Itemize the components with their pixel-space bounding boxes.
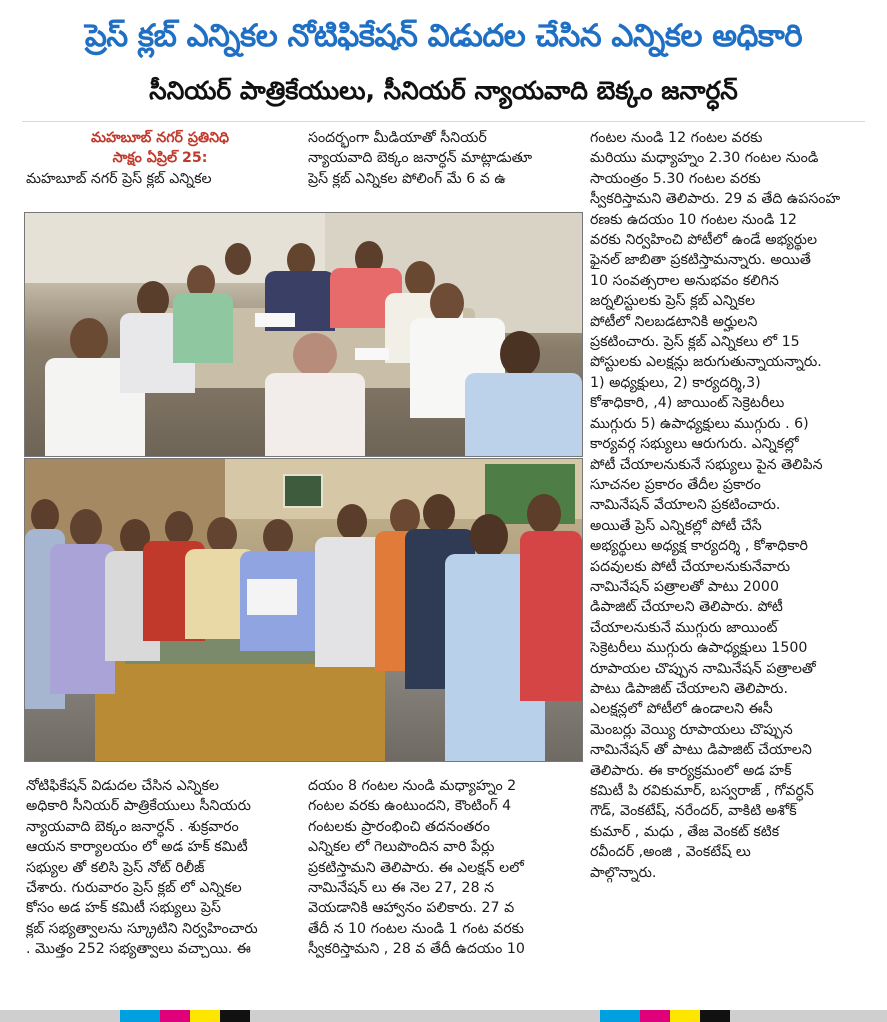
yellow-swatch [670, 1010, 700, 1022]
text-line: నామినేషన్ తో పాటు డిపాజిట్ చేయాలని [590, 742, 812, 759]
text-line: రణకు ఉదయం 10 గంటల నుండి 12 [590, 211, 797, 228]
text-line: ప్రకటిస్తామని తెలిపారు. ఈ ఎలక్షన్ లలో [308, 859, 524, 876]
magenta-swatch [640, 1010, 670, 1022]
yellow-swatch [190, 1010, 220, 1022]
text-line: కుమార్ , మధు , తేజ వెంకట్ కటిక [590, 823, 780, 840]
text-line: సెక్రెటరీలు ముగ్గురు ఉపాధ్యక్షులు 1500 [590, 640, 808, 657]
magenta-swatch [160, 1010, 190, 1022]
text-line: ఎలక్షన్లలో పోటీలో ఉండాలని ఈసీ [590, 701, 773, 718]
column-2-bottom [308, 776, 582, 960]
dateline-date: సాక్షం ఏప్రిల్ 25: [112, 150, 208, 167]
text-line: క్లబ్ సభ్యత్వాలను స్క్రూటిని నిర్వహించారు [26, 920, 258, 937]
text-line: కోసం అడ హక్ కమిటీ సభ్యులు ప్రెస్ [26, 900, 221, 917]
text-line: సభ్యుల తో కలిసి ప్రెస్ నోట్ రిలీజ్ [26, 859, 205, 876]
text-line: కార్యవర్గ సభ్యులు ఆరుగురు. ఎన్నికల్లో [590, 436, 799, 453]
text-line: పోటీలో నిలబడటానికి అర్హులని [590, 313, 758, 330]
headline: ప్రెస్ క్లబ్ ఎన్నికల నోటిఫికేషన్ విడుదల చేసిన ఎన్నికల అధికారి [84, 18, 803, 54]
text-line: రూపాయల చొప్పున నామినేషన్ పత్రాలతో [590, 660, 816, 677]
text-line: చేశారు. గురువారం ప్రెస్ క్లబ్ లో ఎన్నికల [26, 880, 242, 897]
column-3 [590, 128, 880, 998]
text-line: ఫైనల్ జాబితా ప్రకటిస్తామన్నారు. అయితే [590, 252, 811, 269]
text-line: స్వీకరిస్తామని తెలిపారు. 29 వ తేది ఉపసంహ [590, 191, 841, 208]
text-line: 1) అధ్యక్షులు, 2) కార్యదర్శి,3) [590, 374, 761, 391]
text-line: పాల్గొన్నారు. [590, 864, 657, 881]
header-rule [22, 121, 865, 122]
text-line: న్యాయవాది బెక్కం జనార్ధన్ మాట్లాడుతూ [308, 150, 533, 167]
column-1-bottom [26, 776, 298, 960]
black-swatch [220, 1010, 250, 1022]
meeting-photo [24, 212, 583, 457]
text-line: గంటలకు ప్రారంభించి తదనంతరం [308, 818, 490, 835]
text-line: తేదీ న 10 గంటల నుండి 1 గంట వరకు [308, 920, 524, 937]
text-line: అధికారి సీనియర్ పాత్రికేయులు సీనియరు [26, 798, 251, 815]
text-line: . మొత్తం 252 సభ్యత్వాలు వచ్చాయి. ఈ [26, 941, 251, 958]
text-line: డిపాజిట్ చేయాలని తెలిపారు. పోటీ [590, 599, 783, 616]
text-line: నామినేషన్ పత్రాలతో పాటు 2000 [590, 578, 779, 595]
cyan-swatch [600, 1010, 640, 1022]
text-line: అయితే ప్రెస్ ఎన్నికల్లో పోటీ చేసే [590, 517, 762, 534]
column-1-top [26, 128, 294, 189]
text-line: చేయాలనుకునే ముగ్గురు జాయింట్ [590, 619, 778, 636]
text-line: వరకు నిర్వహించి పోటీలో ఉండే అభ్యర్థుల [590, 232, 818, 249]
text-line: మరియు మధ్యాహ్నం 2.30 గంటల నుండి [590, 150, 819, 167]
group-photo [24, 458, 583, 762]
text-line: ఎన్నికల లో గెలుపొందిన వారి పేర్లు [308, 839, 495, 856]
text-line: ముగ్గురు 5) ఉపాధ్యక్షులు ముగ్గురు . 6) [590, 415, 809, 432]
text-line: నోటిఫికేషన్ విడుదల చేసిన ఎన్నికల [26, 778, 219, 794]
text-line: వెయడానికి ఆహ్వానం పలికారు. 27 వ [308, 900, 515, 917]
text-line: 10 సంవత్సరాల అనుభవం కలిగిన [590, 272, 779, 289]
text-line: నామినేషన్ లు ఈ నెల 27, 28 న [308, 880, 495, 897]
column-2-top [308, 128, 580, 189]
text-line: కమిటీ పి రవికుమార్, బస్వరాజ్ , గోవర్ధన్ [590, 783, 814, 799]
text-line: రవీందర్ ,అంజి , వెంకటేష్ లు [590, 844, 751, 861]
text-line: దయం 8 గంటల నుండి మధ్యాహ్నం 2 [308, 778, 517, 794]
text-line: పోస్టులకు ఎలక్షన్లు జరుగుతున్నాయన్నారు. [590, 354, 822, 371]
text-line: న్యాయవాది బెక్కం జనార్ధన్ . శుక్రవారం [26, 818, 239, 835]
text-line: జర్నలిస్టులకు ప్రెస్ క్లబ్ ఎన్నికల [590, 293, 756, 310]
text-line: పోటీ చేయాలనుకునే సభ్యులు పైన తెలిపిన [590, 456, 823, 473]
text-line: సాయంత్రం 5.30 గంటల వరకు [590, 170, 761, 187]
text-line: తెలిపారు. ఈ కార్యక్రమంలో అడ హక్ [590, 762, 792, 779]
text-line: స్వీకరిస్తామని , 28 వ తేదీ ఉదయం 10 [308, 941, 525, 958]
text-line: సూచనల ప్రకారం తేదీల ప్రకారం [590, 476, 761, 493]
text-line: మహబూబ్ నగర్ ప్రెస్ క్లబ్ ఎన్నికల [26, 170, 212, 187]
text-line: అభ్యర్థులు అధ్యక్ష కార్యదర్శి , కోశాధికారి [590, 538, 808, 555]
text-line: ఆయన కార్యాలయం లో అడ హక్ కమిటీ [26, 839, 248, 856]
text-line: ప్రకటించారు. ప్రెస్ క్లబ్ ఎన్నికలు లో 15 [590, 334, 800, 351]
black-swatch [700, 1010, 730, 1022]
text-line: గంటల నుండి 12 గంటల వరకు [590, 130, 763, 146]
cyan-swatch [120, 1010, 160, 1022]
text-line: పదవులకు పోటీ చేయాలనుకునేవారు [590, 558, 791, 575]
dateline-place: మహబూబ్ నగర్ ప్రతినిధి [90, 130, 230, 146]
text-line: ప్రెస్ క్లబ్ ఎన్నికల పోలింగ్ మే 6 వ ఉ [308, 170, 506, 187]
text-line: గౌడ్, వెంకటేష్, నరేందర్, వాకిటి అశోక్ [590, 803, 797, 820]
text-line: గంటల వరకు ఉంటుందని, కౌంటింగ్ 4 [308, 798, 512, 815]
text-line: పాటు డిపాజిట్ చేయాలని తెలిపారు. [590, 680, 788, 697]
text-line: సందర్భంగా మీడియాతో సీనియర్ [308, 130, 487, 146]
text-line: కోశాధికారి, ,4) జాయింట్ సెక్రెటరీలు [590, 395, 785, 412]
text-line: మెంబర్లు వెయ్యి రూపాయలు చొప్పున [590, 721, 793, 738]
subheadline: సీనియర్ పాత్రికేయులు, సీనియర్ న్యాయవాది బెక్కం జనార్ధన్ [149, 76, 738, 105]
text-line: నామినేషన్ వేయాలని ప్రకటించారు. [590, 497, 781, 514]
